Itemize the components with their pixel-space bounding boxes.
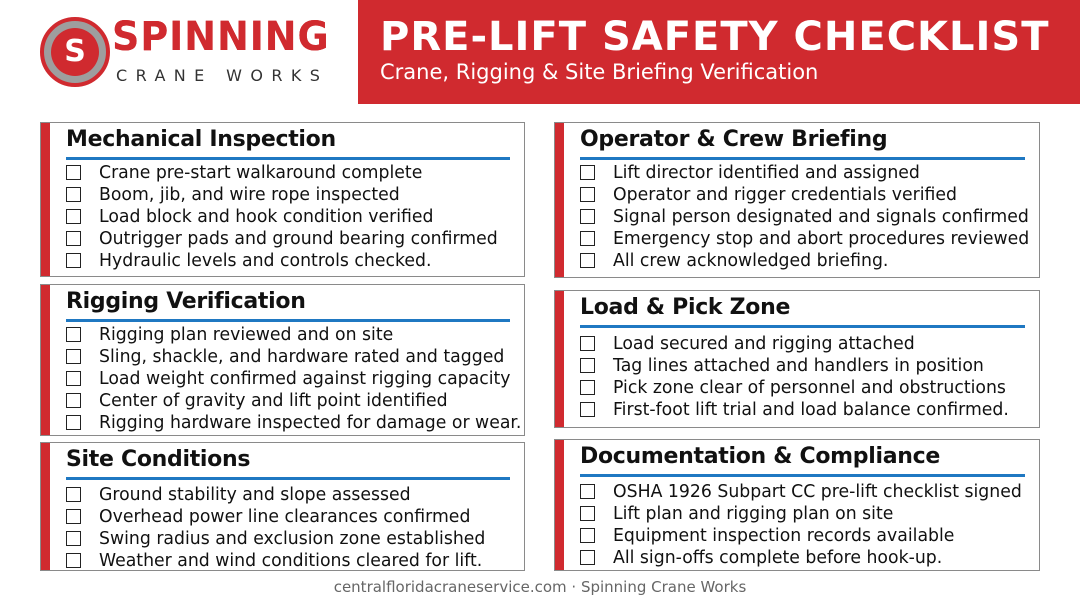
checklist-item: Load weight confirmed against rigging capacity bbox=[66, 367, 539, 389]
checklist-item: Boom, jib, and wire rope inspected bbox=[66, 183, 514, 205]
checkbox[interactable] bbox=[66, 487, 81, 502]
checklist-item: OSHA 1926 Subpart CC pre-lift checklist signed bbox=[580, 480, 1039, 502]
checklist bbox=[580, 332, 1025, 420]
section-load-pick-zone bbox=[554, 290, 1040, 428]
section-divider bbox=[580, 474, 1025, 477]
checkbox[interactable] bbox=[580, 187, 595, 202]
checkbox[interactable] bbox=[66, 553, 81, 568]
checkbox[interactable] bbox=[66, 531, 81, 546]
checklist-item: Rigging plan reviewed and on site bbox=[66, 323, 539, 345]
checklist bbox=[66, 161, 514, 271]
checklist-item: Sling, shackle, and hardware rated and tagged bbox=[66, 345, 539, 367]
crane-hook-logo-icon bbox=[40, 17, 110, 87]
checkbox[interactable] bbox=[580, 358, 595, 373]
section-rigging-verification bbox=[40, 284, 525, 436]
checklist-item: All crew acknowledged briefing. bbox=[580, 249, 1047, 271]
brand-name: SPINNING bbox=[112, 14, 330, 60]
section-operator-crew-briefing bbox=[554, 122, 1040, 278]
section-mechanical-inspection bbox=[40, 122, 525, 277]
checkbox[interactable] bbox=[66, 165, 81, 180]
title-banner bbox=[358, 0, 1080, 104]
checkbox[interactable] bbox=[580, 380, 595, 395]
section-divider bbox=[580, 157, 1025, 160]
section-divider bbox=[66, 477, 510, 480]
checkbox[interactable] bbox=[580, 165, 595, 180]
checklist-item: Outrigger pads and ground bearing confirmed bbox=[66, 227, 514, 249]
checklist-item: Lift plan and rigging plan on site bbox=[580, 502, 1039, 524]
checkbox[interactable] bbox=[580, 209, 595, 224]
section-title: Documentation & Compliance bbox=[580, 444, 940, 469]
checklist-item: Rigging hardware inspected for damage or wear. bbox=[66, 411, 539, 433]
checkbox[interactable] bbox=[66, 393, 81, 408]
section-title: Rigging Verification bbox=[66, 289, 306, 314]
checklist-item: Weather and wind conditions cleared for lift. bbox=[66, 549, 502, 571]
checklist-item: Pick zone clear of personnel and obstructions bbox=[580, 376, 1025, 398]
logo-letter: S bbox=[51, 28, 99, 76]
section-title: Load & Pick Zone bbox=[580, 295, 791, 320]
checklist-item: Load secured and rigging attached bbox=[580, 332, 1025, 354]
checkbox[interactable] bbox=[66, 231, 81, 246]
checklist-item: Equipment inspection records available bbox=[580, 524, 1039, 546]
checkbox[interactable] bbox=[66, 327, 81, 342]
checkbox[interactable] bbox=[580, 231, 595, 246]
section-title: Site Conditions bbox=[66, 447, 251, 472]
checkbox[interactable] bbox=[580, 402, 595, 417]
checkbox[interactable] bbox=[66, 187, 81, 202]
checkbox[interactable] bbox=[66, 253, 81, 268]
checklist-item: All sign-offs complete before hook-up. bbox=[580, 546, 1039, 568]
checkbox[interactable] bbox=[580, 253, 595, 268]
checkbox[interactable] bbox=[580, 550, 595, 565]
section-site-conditions bbox=[40, 442, 525, 571]
section-divider bbox=[580, 325, 1025, 328]
checkbox[interactable] bbox=[66, 415, 81, 430]
section-title: Operator & Crew Briefing bbox=[580, 127, 888, 152]
checkbox[interactable] bbox=[66, 349, 81, 364]
checklist-item: Crane pre-start walkaround complete bbox=[66, 161, 514, 183]
checklist-item: Center of gravity and lift point identified bbox=[66, 389, 539, 411]
section-divider bbox=[66, 157, 510, 160]
section-divider bbox=[66, 319, 510, 322]
page-title: PRE-LIFT SAFETY CHECKLIST bbox=[380, 14, 1050, 60]
checkbox[interactable] bbox=[580, 484, 595, 499]
checklist bbox=[580, 480, 1039, 568]
checkbox[interactable] bbox=[580, 506, 595, 521]
checklist-item: Ground stability and slope assessed bbox=[66, 483, 502, 505]
checkbox[interactable] bbox=[580, 528, 595, 543]
brand-subtitle: CRANE WORKS bbox=[116, 66, 329, 85]
checklist-item: Signal person designated and signals confirmed bbox=[580, 205, 1047, 227]
checklist-item: Emergency stop and abort procedures reviewed bbox=[580, 227, 1047, 249]
checklist-item: Hydraulic levels and controls checked. bbox=[66, 249, 514, 271]
section-documentation-compliance bbox=[554, 439, 1040, 571]
checklist-item: Swing radius and exclusion zone established bbox=[66, 527, 502, 549]
page-subtitle: Crane, Rigging & Site Briefing Verification bbox=[380, 60, 819, 84]
checklist-item: First-foot lift trial and load balance confirmed. bbox=[580, 398, 1025, 420]
brand-logo-area bbox=[0, 0, 358, 104]
checklist bbox=[66, 483, 502, 571]
checklist bbox=[66, 323, 539, 433]
checklist-item: Tag lines attached and handlers in position bbox=[580, 354, 1025, 376]
footer-credit: centralfloridacraneservice.com · Spinning Crane Works bbox=[333, 578, 747, 596]
checklist-item: Load block and hook condition verified bbox=[66, 205, 514, 227]
checkbox[interactable] bbox=[66, 371, 81, 386]
checklist-item: Lift director identified and assigned bbox=[580, 161, 1047, 183]
checklist bbox=[580, 161, 1047, 271]
checklist-item: Operator and rigger credentials verified bbox=[580, 183, 1047, 205]
checkbox[interactable] bbox=[580, 336, 595, 351]
section-title: Mechanical Inspection bbox=[66, 127, 336, 152]
checkbox[interactable] bbox=[66, 509, 81, 524]
checklist-item: Overhead power line clearances confirmed bbox=[66, 505, 502, 527]
checkbox[interactable] bbox=[66, 209, 81, 224]
